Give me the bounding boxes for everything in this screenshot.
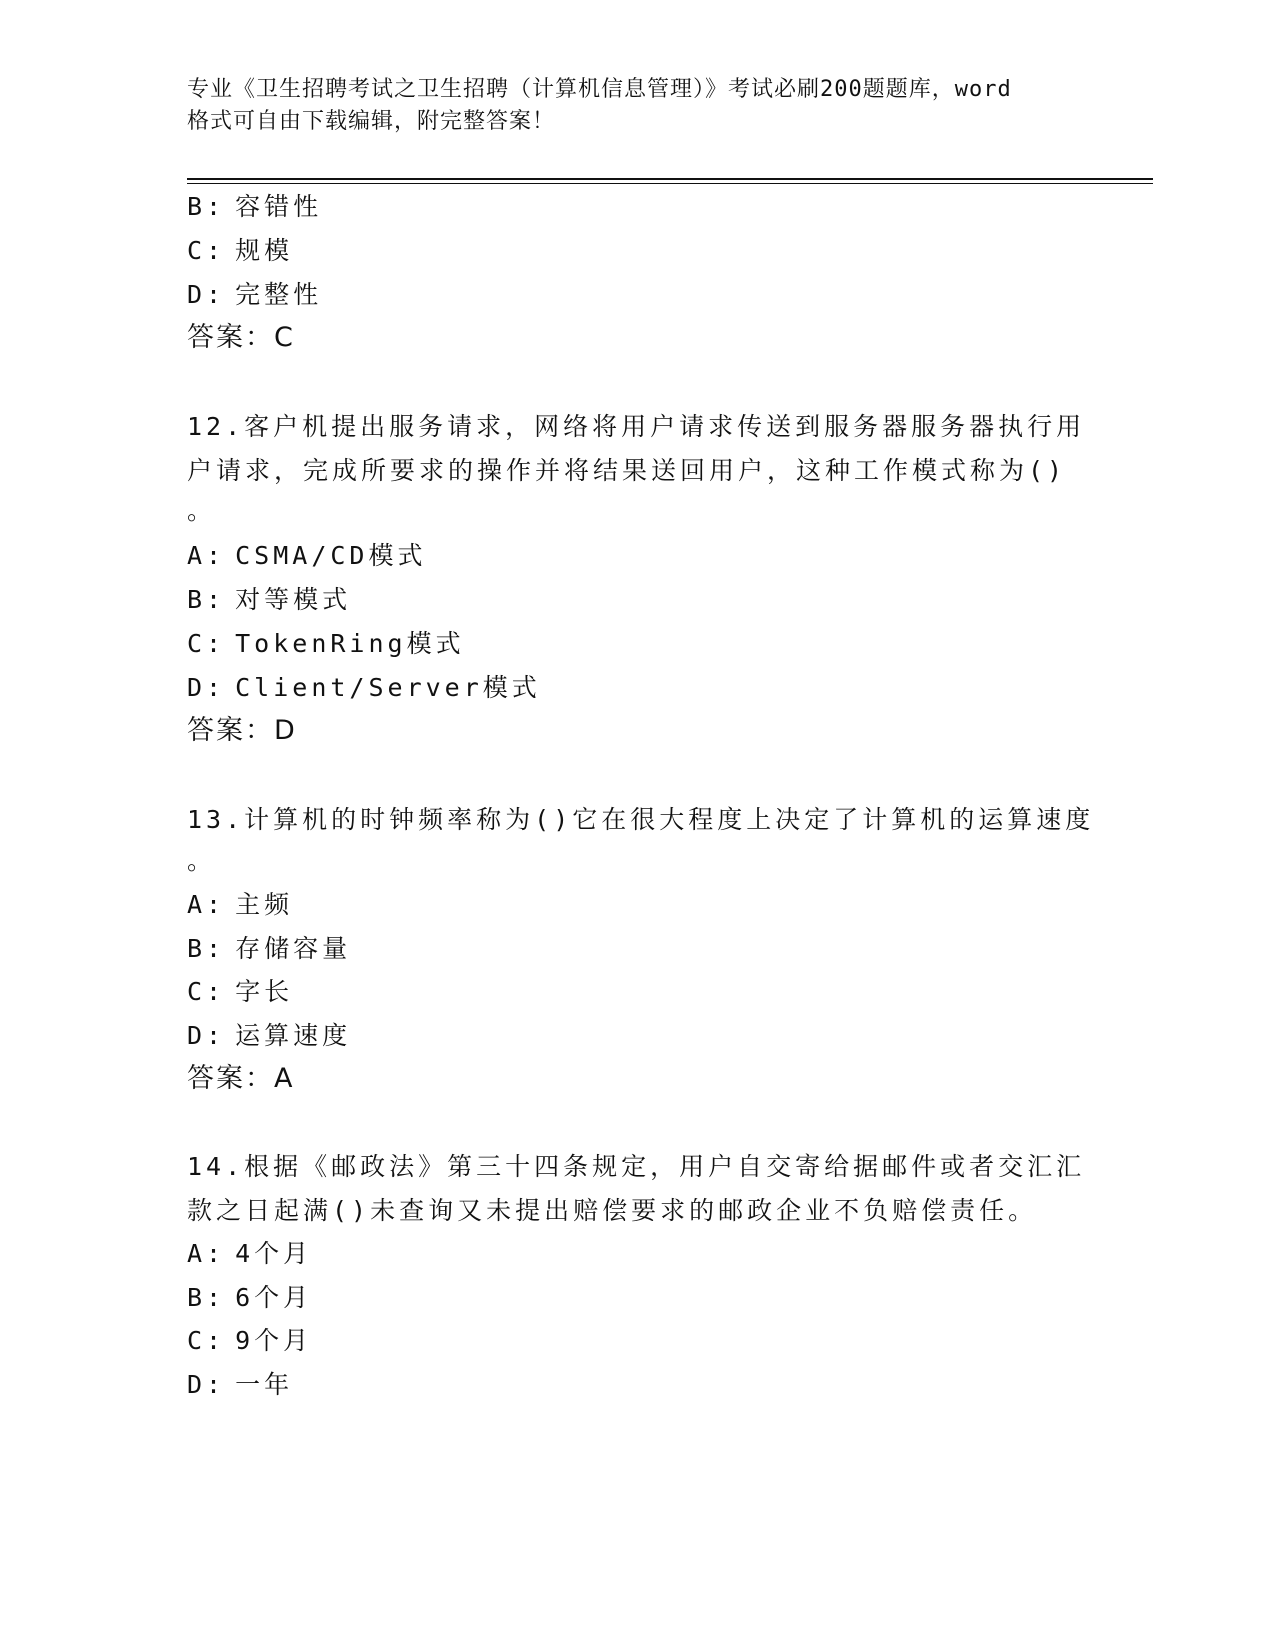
option-key: C: (187, 977, 226, 1006)
document-header (187, 74, 1087, 138)
q13-stem-line-2: 。 (187, 846, 217, 875)
q14-option-b (187, 1283, 312, 1313)
option-key: B: (187, 585, 226, 614)
q12-option-d (187, 673, 541, 703)
q12-option-c (187, 629, 465, 659)
option-key: C: (187, 236, 226, 265)
q11-answer: 答案：C (187, 322, 295, 353)
q12-stem-line-1: 12.客户机提出服务请求，网络将用户请求传送到服务器服务器执行用 (187, 412, 1086, 441)
q13-option-a (187, 890, 293, 920)
option-text: 6个月 (235, 1283, 313, 1312)
q12-option-a (187, 541, 426, 571)
option-text: 规模 (235, 236, 294, 265)
option-text: 存储容量 (235, 934, 352, 963)
header-divider (187, 178, 1153, 184)
option-text: 9个月 (235, 1326, 313, 1355)
header-line-1: 专业《卫生招聘考试之卫生招聘（计算机信息管理）》考试必刷200题题库，word (187, 77, 1012, 102)
q12-stem-line-2: 户请求，完成所要求的操作并将结果送回用户，这种工作模式称为() (187, 456, 1067, 485)
option-text: CSMA/CD模式 (235, 541, 427, 570)
option-text: 容错性 (235, 192, 323, 221)
q14-stem-line-1: 14.根据《邮政法》第三十四条规定，用户自交寄给据邮件或者交汇汇 (187, 1152, 1086, 1181)
option-key: D: (187, 280, 226, 309)
option-key: D: (187, 1021, 226, 1050)
q11-option-b (187, 192, 322, 222)
q13-answer: 答案：A (187, 1063, 295, 1094)
option-text: TokenRing模式 (235, 629, 465, 658)
q12-answer: 答案：D (187, 715, 297, 746)
q11-option-c (187, 236, 293, 266)
option-text: Client/Server模式 (235, 673, 541, 702)
option-text: 对等模式 (235, 585, 352, 614)
option-key: B: (187, 1283, 226, 1312)
option-text: 一年 (235, 1370, 294, 1399)
header-line-2: 格式可自由下载编辑，附完整答案！ (187, 109, 556, 134)
q14-option-a (187, 1239, 312, 1269)
option-key: C: (187, 1326, 226, 1355)
option-text: 完整性 (235, 280, 323, 309)
option-key: B: (187, 934, 226, 963)
q13-option-c (187, 977, 293, 1007)
option-text: 4个月 (235, 1239, 313, 1268)
q14-stem-line-2: 款之日起满()未查询又未提出赔偿要求的邮政企业不负赔偿责任。 (187, 1196, 1038, 1225)
q13-option-b (187, 934, 351, 964)
q14-option-c (187, 1326, 312, 1356)
option-key: A: (187, 541, 226, 570)
option-key: A: (187, 1239, 226, 1268)
option-key: D: (187, 673, 226, 702)
option-text: 运算速度 (235, 1021, 352, 1050)
q13-option-d (187, 1021, 351, 1051)
q14-option-d (187, 1370, 293, 1400)
q13-stem-line-1: 13.计算机的时钟频率称为()它在很大程度上决定了计算机的运算速度 (187, 805, 1095, 834)
q12-option-b (187, 585, 351, 615)
option-text: 字长 (235, 977, 294, 1006)
option-text: 主频 (235, 890, 294, 919)
option-key: D: (187, 1370, 226, 1399)
q11-option-d (187, 280, 322, 310)
option-key: C: (187, 629, 226, 658)
option-key: B: (187, 192, 226, 221)
q12-stem-line-3: 。 (187, 496, 217, 525)
option-key: A: (187, 890, 226, 919)
